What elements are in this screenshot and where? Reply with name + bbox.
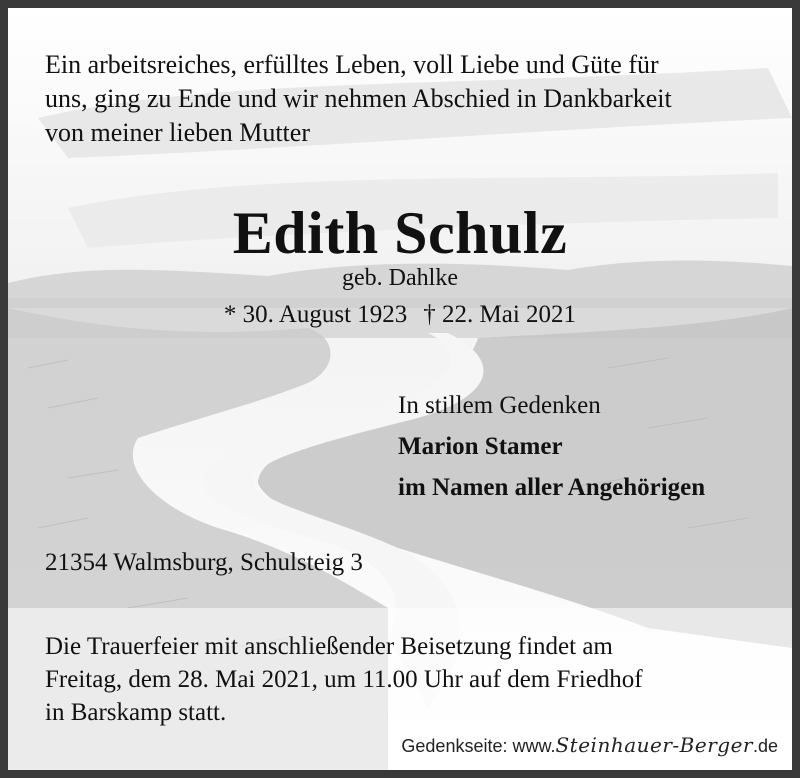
funeral-info bbox=[45, 630, 643, 729]
intro-line: uns, ging zu Ende und wir nehmen Abschied in Dankbarkeit bbox=[45, 84, 672, 113]
footer-suffix: .de bbox=[752, 736, 778, 756]
funeral-line: in Barskamp statt. bbox=[45, 699, 227, 726]
mourners-block bbox=[398, 385, 705, 508]
mourner-name: Marion Stamer bbox=[398, 433, 563, 460]
mourner-note: im Namen aller Angehörigen bbox=[398, 474, 706, 501]
birth-date: * 30. August 1923 bbox=[223, 301, 408, 328]
intro-line: von meiner lieben Mutter bbox=[45, 118, 310, 147]
address: 21354 Walmsburg, Schulsteig 3 bbox=[45, 549, 363, 576]
maiden-name: geb. Dahlke bbox=[342, 265, 458, 291]
life-dates bbox=[8, 301, 792, 329]
intro-text bbox=[45, 48, 672, 150]
brand-logo: Steinhauer-Berger bbox=[555, 733, 753, 757]
footer-prefix: Gedenkseite: www. bbox=[401, 736, 556, 756]
intro-line: Ein arbeitsreiches, erfülltes Leben, voll Liebe und Güte für bbox=[45, 50, 659, 79]
memorial-page-link[interactable] bbox=[401, 733, 778, 757]
memory-line: In stillem Gedenken bbox=[398, 392, 601, 419]
funeral-line: Die Trauerfeier mit anschließender Beisetzung findet am bbox=[45, 633, 613, 660]
death-date: † 22. Mai 2021 bbox=[423, 301, 577, 328]
deceased-name: Edith Schulz bbox=[232, 200, 568, 266]
funeral-line: Freitag, dem 28. Mai 2021, um 11.00 Uhr auf dem Friedhof bbox=[45, 666, 643, 693]
